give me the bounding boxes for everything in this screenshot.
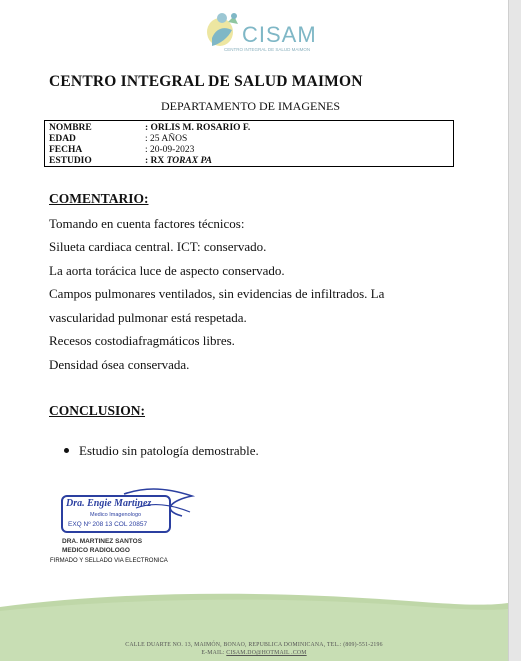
comment-line: Tomando en cuenta factores técnicos: xyxy=(49,216,245,231)
date-value: : 20-09-2023 xyxy=(145,145,195,155)
page-edge xyxy=(508,0,521,661)
footer-email-link[interactable]: CISAM.DO@HOTMAIL .COM xyxy=(226,650,307,656)
comment-line: La aorta torácica luce de aspecto conservado. xyxy=(49,263,285,278)
name-value: : ORLIS M. ROSARIO F. xyxy=(145,123,251,133)
study-name: TORAX PA xyxy=(166,156,212,166)
comment-line: Densidad ósea conservada. xyxy=(49,357,190,372)
physician-role: MEDICO RADIOLOGO xyxy=(62,547,130,554)
comment-line: Campos pulmonares ventilados, sin evidencias de infiltrados. La xyxy=(49,286,385,301)
comment-line: Recesos costodiafragmáticos libres. xyxy=(49,333,235,348)
physician-block xyxy=(62,537,142,555)
cisam-logo xyxy=(198,8,318,54)
name-label: NOMBRE xyxy=(49,123,92,133)
department-title: DEPARTAMENTO DE IMAGENES xyxy=(161,99,340,113)
age-value: : 25 AÑOS xyxy=(145,134,188,144)
stamp-exequatur: EXQ Nº 208 13 COL 20857 xyxy=(68,521,148,528)
comment-line: vascularidad pulmonar está respetada. xyxy=(49,310,247,325)
age-label: EDAD xyxy=(49,134,76,144)
center-title: CENTRO INTEGRAL DE SALUD MAIMON xyxy=(49,73,363,90)
study-prefix: : RX xyxy=(145,156,167,166)
comment-heading: COMENTARIO: xyxy=(49,191,149,206)
signed-note: FIRMADO Y SELLADO VIA ELECTRONICA xyxy=(50,558,168,564)
stamp-name: Dra. Engie Martinez xyxy=(66,498,152,509)
footer-email-label: E-MAIL: xyxy=(201,650,225,656)
comment-line: Silueta cardiaca central. ICT: conservado. xyxy=(49,239,267,254)
bullet-icon xyxy=(64,448,69,453)
patient-info-box xyxy=(44,120,454,167)
stamp-role: Medico Imagenologo xyxy=(90,512,142,518)
study-label: ESTUDIO xyxy=(49,156,92,166)
physician-name: DRA. MARTINEZ SANTOS xyxy=(62,538,143,545)
logo-wordmark: CISAM xyxy=(242,22,317,47)
physician-stamp xyxy=(52,486,202,538)
logo-subtitle: CENTRO INTEGRAL DE SALUD MAIMON xyxy=(224,47,311,52)
date-label: FECHA xyxy=(49,145,83,155)
conclusion-heading: CONCLUSION: xyxy=(49,403,146,418)
footer-email-line xyxy=(0,650,508,656)
conclusion-item: Estudio sin patología demostrable. xyxy=(79,443,259,458)
study-value xyxy=(145,155,212,167)
footer-address: CALLE DUARTE NO. 13, MAIMÓN, BONAO, REPUBLICA DOMINICANA, TEL.: (809)-551-2196 xyxy=(125,642,383,648)
